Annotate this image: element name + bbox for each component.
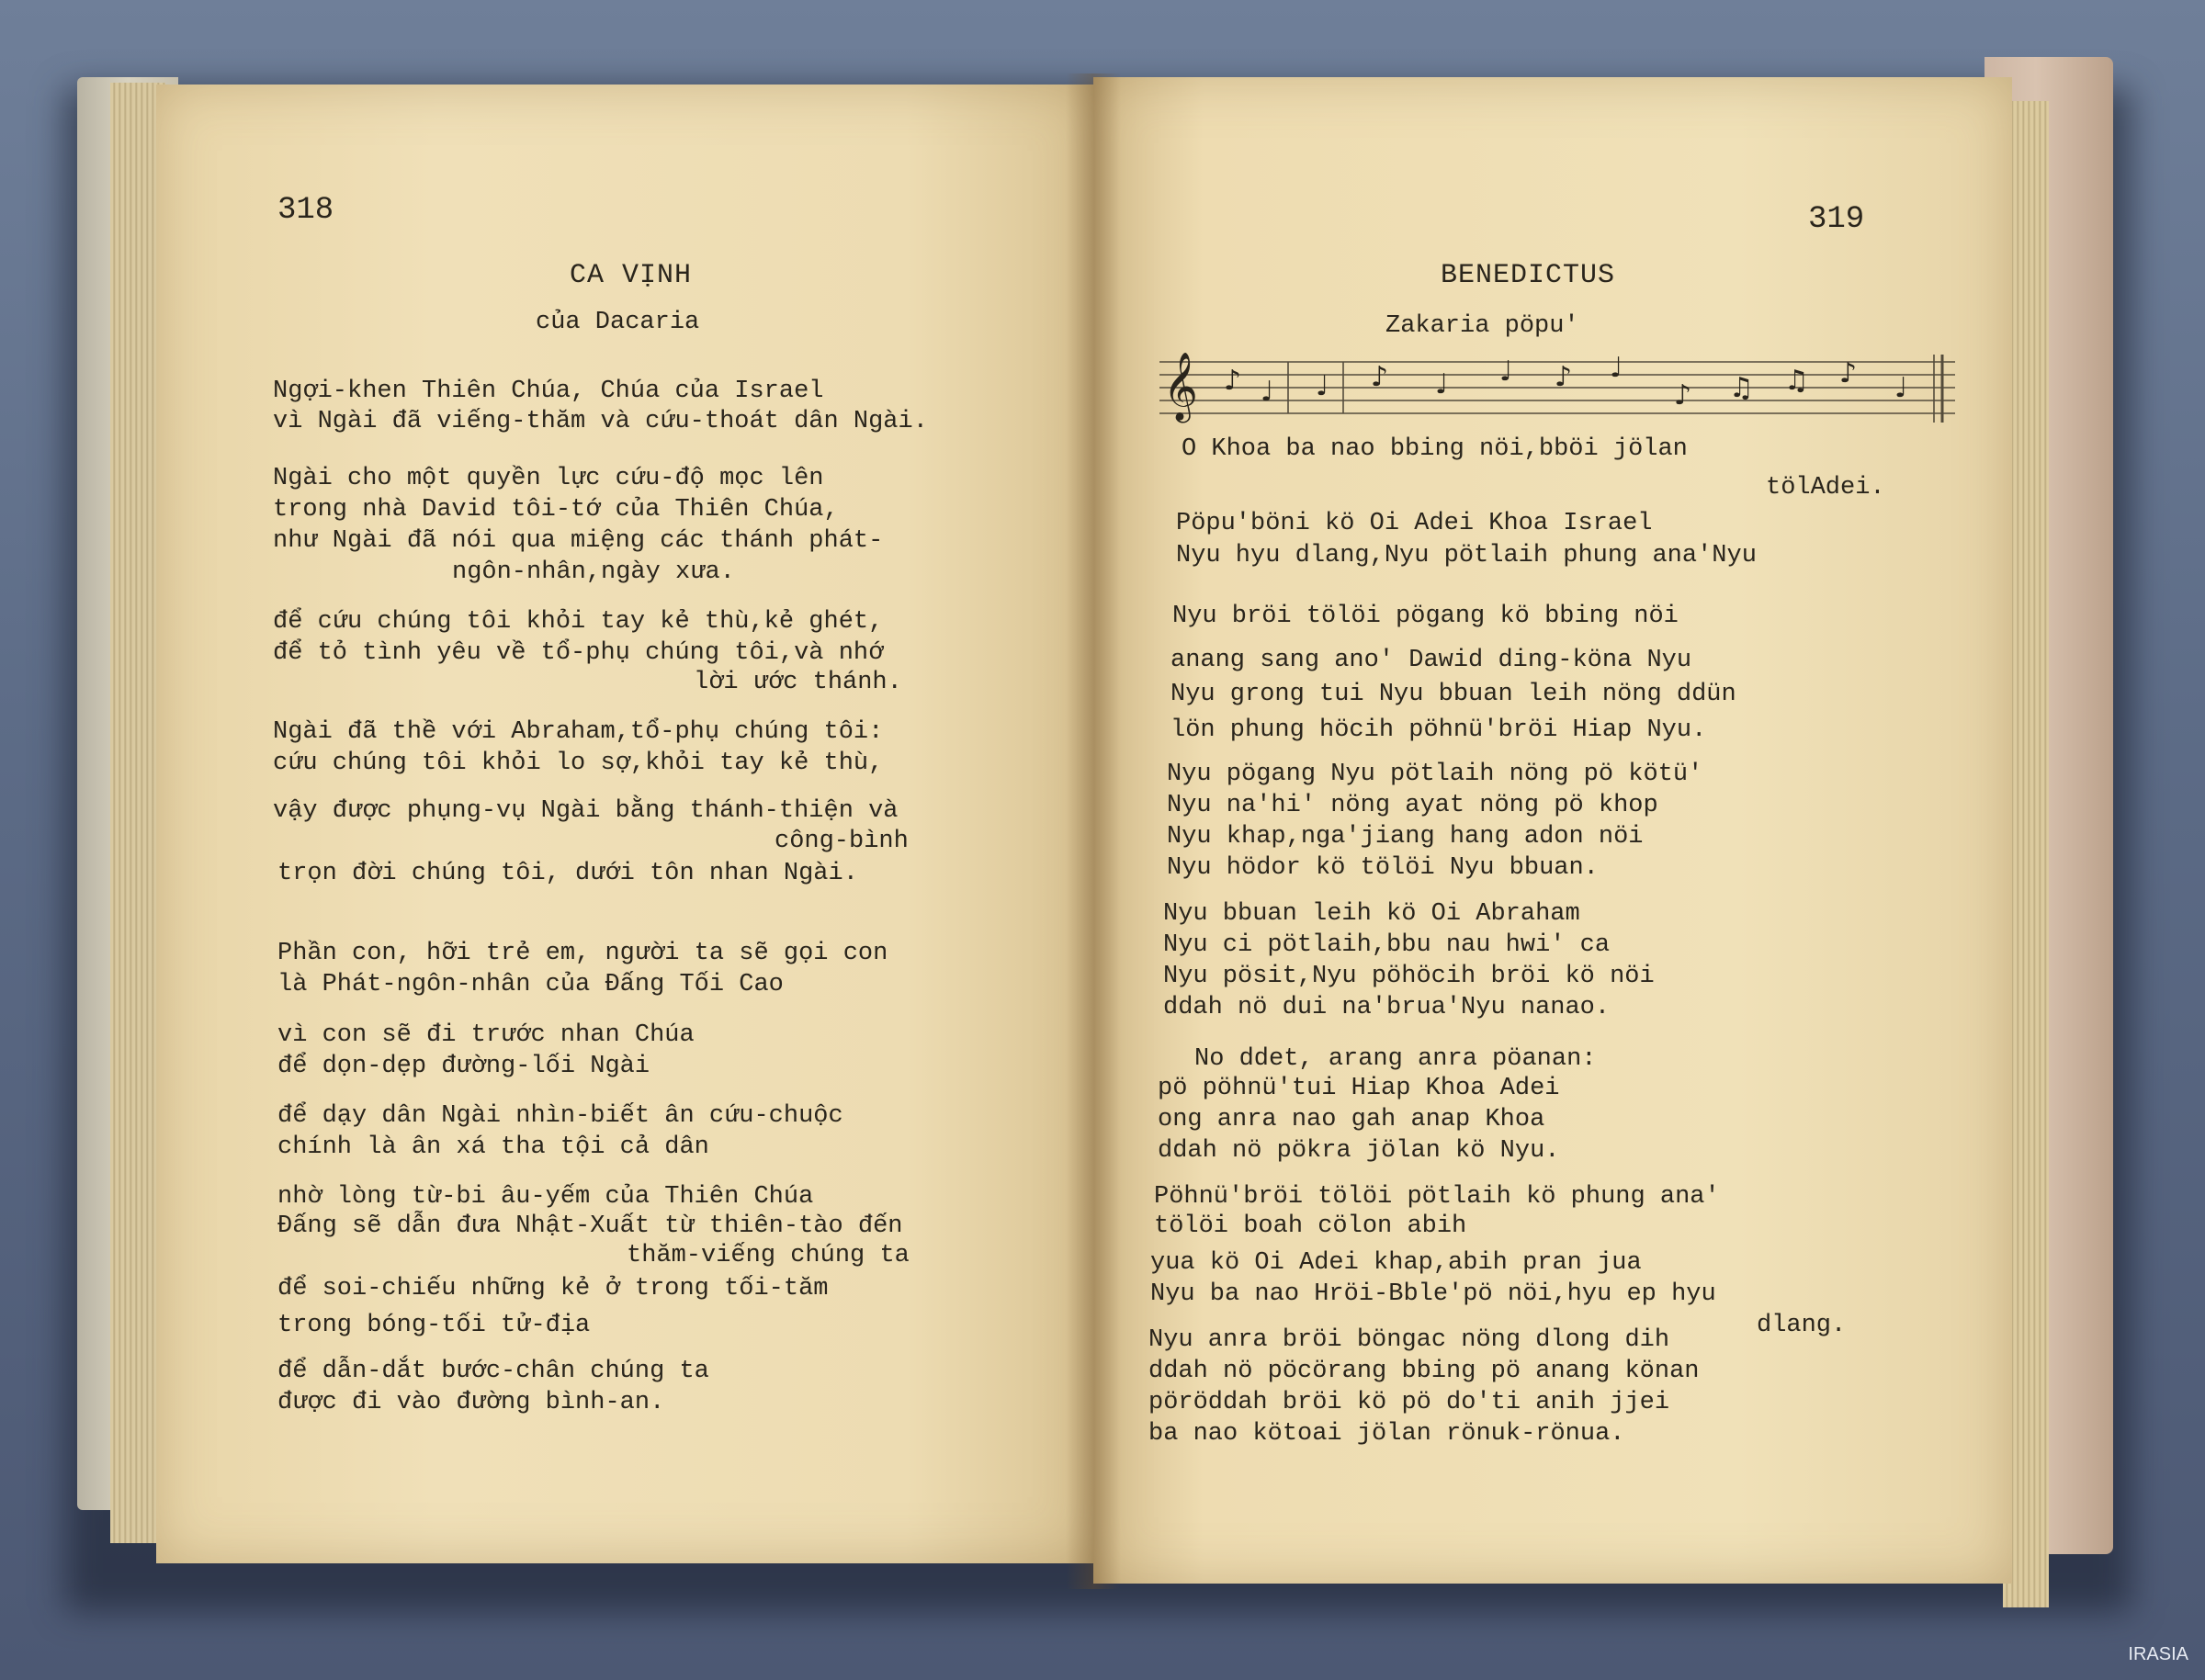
right-line: Nyu na'hi' nöng ayat nöng pö khop	[1167, 792, 1658, 819]
watermark: IRASIA	[2128, 1644, 2188, 1664]
treble-clef-icon: 𝄞	[1163, 353, 1198, 421]
left-line: để soi-chiếu những kẻ ở trong tối-tăm	[277, 1275, 829, 1302]
right-line: O Khoa ba nao bbing nöi,bböi jölan	[1182, 435, 1688, 463]
right-line: yua kö Oi Adei khap,abih pran jua	[1150, 1249, 1642, 1277]
left-line: để cứu chúng tôi khỏi tay kẻ thù,kẻ ghét,	[273, 608, 884, 636]
left-line: để dạy dân Ngài nhìn-biết ân cứu-chuộc	[277, 1102, 843, 1130]
left-line: trong bóng-tối tử-địa	[277, 1312, 591, 1339]
right-line: tölöi boah cölon abih	[1154, 1212, 1467, 1240]
left-line: Đấng sẽ dẫn đưa Nhật-Xuất từ thiên-tào đến	[277, 1212, 903, 1240]
right-line: Nyu anra bröi böngac nöng dlong dih	[1148, 1326, 1670, 1354]
left-line: để dẫn-dắt bước-chân chúng ta	[277, 1358, 709, 1385]
svg-text:♩: ♩	[1499, 355, 1513, 388]
svg-text:♩: ♩	[1261, 376, 1274, 408]
svg-text:♪: ♪	[1674, 379, 1692, 412]
svg-text:♪: ♪	[1839, 357, 1858, 389]
right-line: Nyu grong tui Nyu bbuan leih nöng ddün	[1170, 681, 1736, 708]
right-line: anang sang ano' Dawid ding-köna Nyu	[1170, 647, 1692, 674]
music-staff	[1159, 349, 1955, 428]
page-number-right: 319	[1808, 202, 1865, 237]
left-line: Phần con, hỡi trẻ em, người ta sẽ gọi con	[277, 940, 888, 967]
left-line: cứu chúng tôi khỏi lo sợ,khỏi tay kẻ thù,	[273, 750, 884, 777]
right-line: Nyu pösit,Nyu pöhöcih bröi kö nöi	[1163, 963, 1655, 990]
left-line: chính là ân xá tha tội cả dân	[277, 1133, 709, 1161]
left-line: trong nhà David tôi-tớ của Thiên Chúa,	[273, 496, 839, 524]
svg-text:♪: ♪	[1555, 361, 1573, 393]
right-line: tölAdei.	[1766, 474, 1885, 502]
left-line: ngôn-nhân,ngày xưa.	[452, 558, 735, 586]
right-line: Nyu bbuan leih kö Oi Abraham	[1163, 900, 1580, 928]
left-line: Ngài cho một quyền lực cứu-độ mọc lên	[273, 465, 824, 492]
right-line: ong anra nao gah anap Khoa	[1158, 1106, 1545, 1133]
left-line: thăm-viếng chúng ta	[627, 1242, 910, 1269]
left-line: công-bình	[775, 828, 909, 855]
right-line: No ddet, arang anra pöanan:	[1194, 1045, 1597, 1073]
right-line: ddah nö pökra jölan kö Nyu.	[1158, 1137, 1560, 1165]
left-page-title: CA VỊNH	[570, 260, 693, 291]
right-page-title: BENEDICTUS	[1441, 260, 1616, 291]
right-line: Nyu hyu dlang,Nyu pötlaih phung ana'Nyu	[1176, 542, 1757, 569]
page-number-left: 318	[277, 193, 334, 228]
left-line: như Ngài đã nói qua miệng các thánh phát-	[273, 527, 884, 555]
right-line: pö pöhnü'tui Hiap Khoa Adei	[1158, 1075, 1560, 1102]
right-line: Pöpu'böni kö Oi Adei Khoa Israel	[1176, 510, 1653, 537]
right-line: ddah nö pöcörang bbing pö anang könan	[1148, 1358, 1700, 1385]
left-line: để dọn-dẹp đường-lối Ngài	[277, 1053, 650, 1080]
left-line: Ngài đã thề với Abraham,tổ-phụ chúng tôi:	[273, 718, 884, 746]
right-page-subtitle: Zakaria pöpu'	[1385, 312, 1579, 340]
svg-text:♪: ♪	[1371, 361, 1389, 393]
right-line: ba nao kötoai jölan rönuk-rönua.	[1148, 1420, 1625, 1448]
book-gutter	[1066, 73, 1121, 1589]
left-line: vì con sẽ đi trước nhan Chúa	[277, 1021, 695, 1049]
left-line: là Phát-ngôn-nhân của Đấng Tối Cao	[277, 971, 784, 998]
svg-text:♩: ♩	[1610, 352, 1623, 384]
right-line: ddah nö dui na'brua'Nyu nanao.	[1163, 994, 1611, 1021]
right-line: Nyu hödor kö tölöi Nyu bbuan.	[1167, 854, 1599, 882]
right-line: dlang.	[1757, 1312, 1847, 1339]
svg-text:♩: ♩	[1435, 368, 1449, 400]
left-line: được đi vào đường bình-an.	[277, 1389, 665, 1416]
svg-text:♩: ♩	[1316, 370, 1329, 402]
right-line: Nyu bröi tölöi pögang kö bbing nöi	[1172, 603, 1679, 630]
right-line: Nyu pögang Nyu pötlaih nöng pö kötü'	[1167, 761, 1703, 788]
left-page-subtitle: của Dacaria	[536, 309, 700, 336]
right-line: Nyu ci pötlaih,bbu nau hwi' ca	[1163, 931, 1611, 959]
left-line: lời ước thánh.	[694, 669, 902, 696]
left-line: vậy được phụng-vụ Ngài bằng thánh-thiện và	[273, 797, 899, 825]
svg-text:♪: ♪	[1224, 365, 1242, 397]
right-line: Nyu khap,nga'jiang hang adon nöi	[1167, 823, 1644, 851]
svg-text:♩: ♩	[1894, 372, 1908, 404]
right-line: pöröddah bröi kö pö do'ti anih jjei	[1148, 1389, 1670, 1416]
right-line: Nyu ba nao Hröi-Bble'pö nöi,hyu ep hyu	[1150, 1280, 1716, 1308]
right-line: Pöhnü'bröi tölöi pötlaih kö phung ana'	[1154, 1183, 1720, 1211]
left-line: để tỏ tình yêu về tổ-phụ chúng tôi,và nhớ	[273, 639, 884, 667]
svg-text:♫: ♫	[1784, 365, 1809, 397]
left-line: vì Ngài đã viếng-thăm và cứu-thoát dân Ngài.	[273, 408, 928, 435]
left-line: nhờ lòng từ-bi âu-yếm của Thiên Chúa	[277, 1183, 814, 1211]
left-line: trọn đời chúng tôi, dưới tôn nhan Ngài.	[277, 860, 858, 887]
right-line: lön phung höcih pöhnü'bröi Hiap Nyu.	[1170, 716, 1707, 744]
left-line: Ngợi-khen Thiên Chúa, Chúa của Israel	[273, 378, 824, 405]
svg-text:♫: ♫	[1729, 372, 1754, 404]
